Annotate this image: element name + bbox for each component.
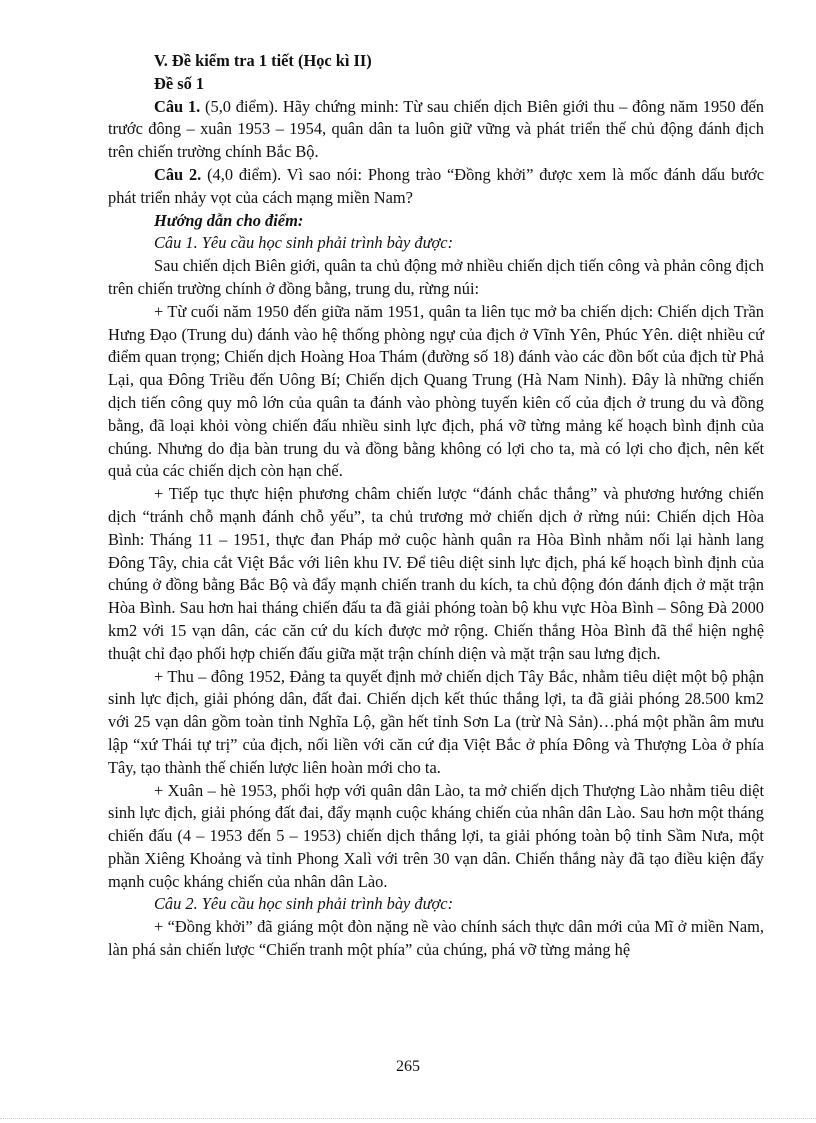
document-page	[108, 50, 764, 962]
question-2	[108, 164, 764, 210]
answer-1-paragraph: + Từ cuối năm 1950 đến giữa năm 1951, quân ta liên tục mở ba chiến dịch: Chiến dịch Trần Hưng Đạo (Trung du) đánh vào hệ thống phòng ngự của địch ở Vĩnh Yên, Phúc Yên. diệt nhiều cứ điểm quan trọng; Chiến dịch Hoàng Hoa Thám (đường số 18) đánh vào các đồn bốt của địch từ Phả Lại, qua Đông Triều đến Uông Bí; Chiến dịch Quang Trung (Hà Nam Ninh). Đây là những chiến dịch tiến công quy mô lớn của quân ta đánh vào phòng tuyến kiên cố của địch ở trung du và đồng bằng, đã loại khỏi vòng chiến đấu nhiều sinh lực địch, phá vỡ từng mảng kế hoạch bình định của chúng. Nhưng do địa bàn trung du và đồng bằng không có lợi cho ta, mà có lợi cho địch, nên kết quả của các chiến dịch còn hạn chế.	[108, 301, 764, 481]
answer-1-paragraph: + Thu – đông 1952, Đảng ta quyết định mở chiến dịch Tây Bắc, nhằm tiêu diệt một bộ phận sinh lực địch, giải phóng dân, đất đai. Chiến dịch kết thúc thắng lợi, ta đã giải phóng 28.500 km2 với 25 vạn dân gồm toàn tỉnh Nghĩa Lộ, gần hết tỉnh Sơn La (trừ Nà Sản)…phá một phần âm mưu lập “xứ Thái tự trị” của địch, nối liền với căn cứ địa Việt Bắc ở phía Đông và Thượng Lòa ở phía Tây, tạo thành thế chiến lược liên hoàn mới cho ta.	[108, 666, 764, 777]
answer-1-heading: Câu 1. Yêu cầu học sinh phải trình bày được:	[154, 233, 454, 253]
question-2-label: Câu 2.	[154, 164, 202, 184]
answer-2-heading: Câu 2. Yêu cầu học sinh phải trình bày được:	[154, 894, 454, 914]
exam-title: Đề số 1	[154, 73, 205, 93]
answer-1-paragraph: Sau chiến dịch Biên giới, quân ta chủ động mở nhiều chiến dịch tiến công và phản công địch trên chiến trường chính ở đồng bằng, trung du, rừng núi:	[108, 256, 764, 298]
answer-2-paragraph: + “Đồng khởi” đã giáng một đòn nặng nề vào chính sách thực dân mới của Mĩ ở miền Nam, làn phá sản chiến lược “Chiến tranh một phía” của chúng, phá vỡ từng mảng hệ	[108, 917, 764, 960]
question-2-text: (4,0 điểm). Vì sao nói: Phong trào “Đồng khởi” được xem là mốc đánh dấu bước phát triển nhảy vọt của cách mạng miền Nam?	[108, 164, 764, 207]
question-1-text: (5,0 điểm). Hãy chứng minh: Từ sau chiến dịch Biên giới thu – đông năm 1950 đến trước đông – xuân 1953 – 1954, quân dân ta luôn giữ vững và phát triển thế chủ động đánh địch trên chiến trường chính Bắc Bộ.	[108, 96, 764, 162]
question-1-label: Câu 1.	[154, 96, 201, 116]
question-1	[108, 96, 764, 164]
answer-1-paragraph: + Tiếp tục thực hiện phương châm chiến lược “đánh chắc thắng” và phương hướng chiến dịch “tránh chỗ mạnh đánh chỗ yếu”, ta chủ trương mở chiến dịch ở rừng núi: Chiến dịch Hòa Bình: Tháng 11 – 1951, thực đan Pháp mở cuộc hành quân ra Hòa Bình nhằm nối lại hành lang Đông Tây, chia cắt Việt Bắc với liên khu IV. Để tiêu diệt sinh lực địch, phá kế hoạch bình định của chúng ở đồng bằng Bắc Bộ và đẩy mạnh chiến tranh du kích, ta chủ động đón đánh địch ở mặt trận Hòa Bình. Sau hơn hai tháng chiến đấu ta đã giải phóng toàn bộ khu vực Hòa Bình – Sông Đà 2000 km2 với 15 vạn dân, các căn cứ du kích được mở rộng. Chiến thắng Hòa Bình đã thể hiện nghệ thuật chỉ đạo phối hợp chiến đấu giữa mặt trận chính diện và mặt trận sau lưng địch.	[108, 484, 764, 663]
guide-title: Hướng dẫn cho điểm:	[154, 210, 304, 230]
answer-1-paragraph: + Xuân – hè 1953, phối hợp với quân dân Lào, ta mở chiến dịch Thượng Lào nhằm tiêu diệt sinh lực địch, giải phóng đất đai, đẩy mạnh cuộc kháng chiến của nhân dân Lào. Sau hơn một tháng chiến đấu (4 – 1953 đến 5 – 1953) chiến dịch thắng lợi, ta giải phóng toàn bộ tỉnh Sầm Nưa, một phần Xiêng Khoảng và tỉnh Phong Xalì với trên 30 vạn dân. Chiến thắng này đã tạo điều kiện đẩy mạnh cuộc kháng chiến của nhân dân Lào.	[108, 780, 764, 891]
page-edge-divider	[0, 1118, 816, 1119]
page-number: 265	[396, 1058, 420, 1075]
section-title: V. Đề kiểm tra 1 tiết (Học kì II)	[154, 51, 372, 70]
